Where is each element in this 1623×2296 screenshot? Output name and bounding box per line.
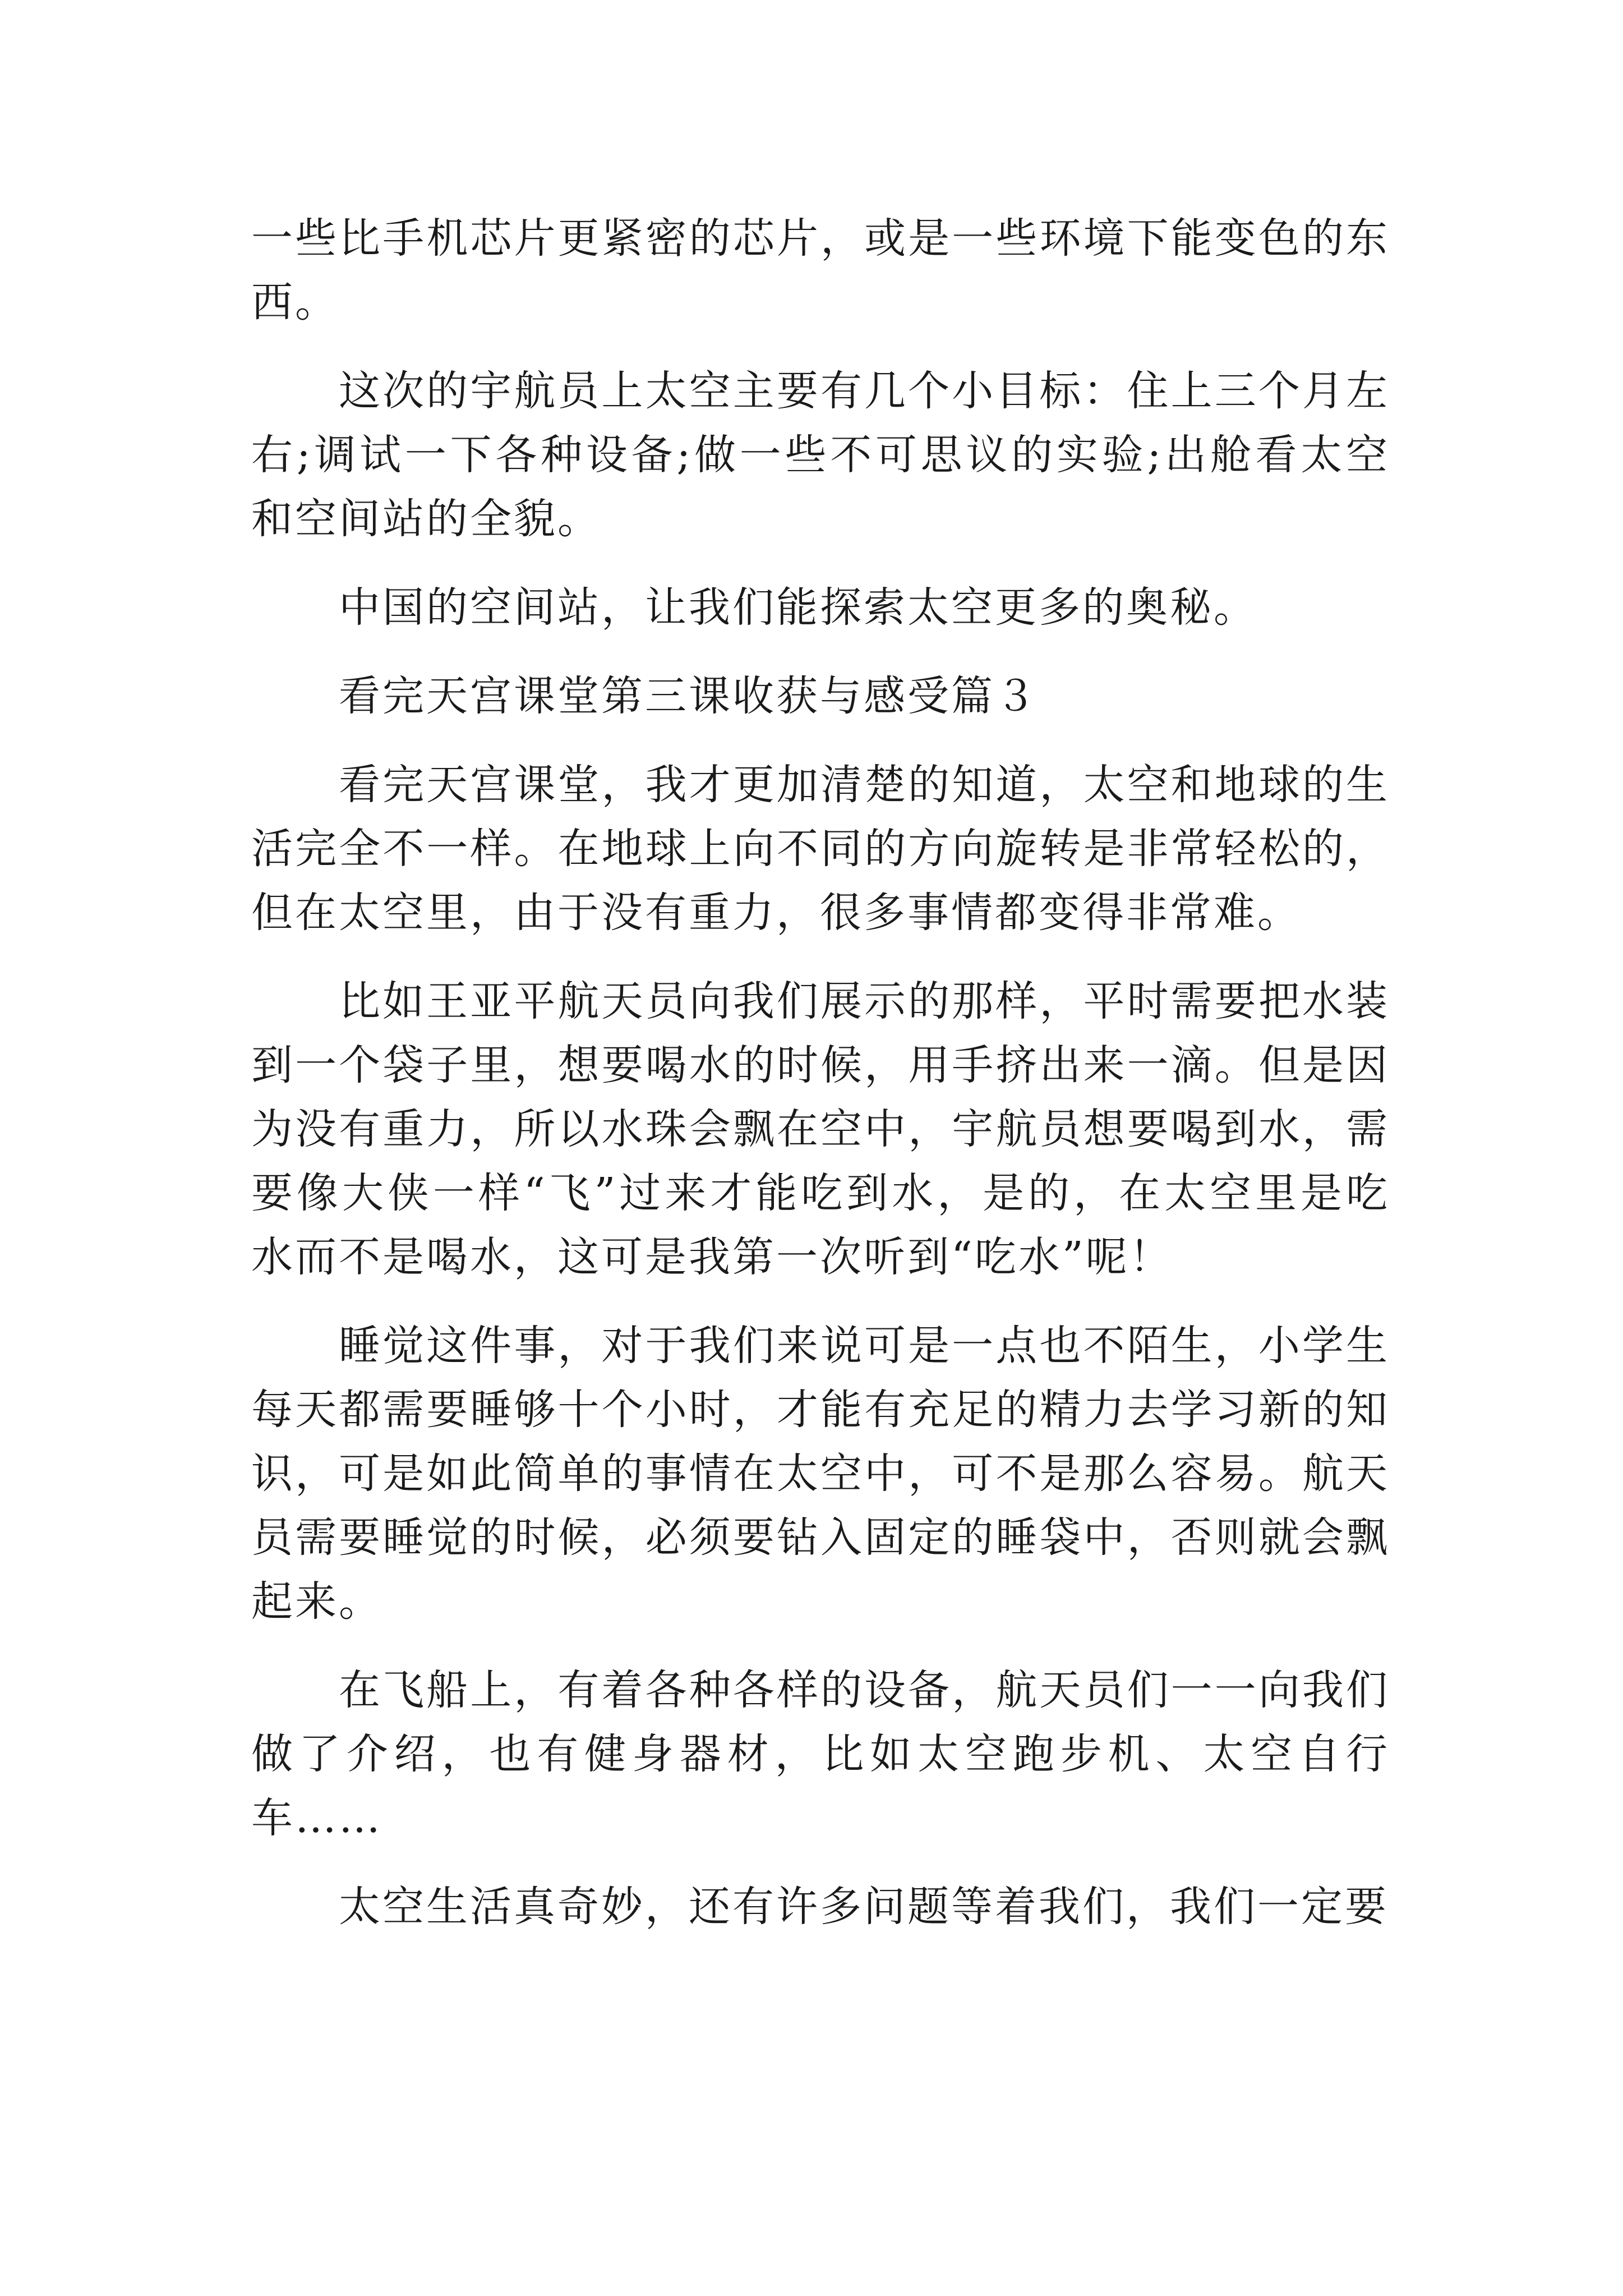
paragraph-equipment: 在飞船上，有着各种各样的设备，航天员们一一向我们做了介绍，也有健身器材，比如太空跑步机、太空自行车…… [251,1666,1390,1842]
paragraph-space-station: 中国的空间站，让我们能探索太空更多的奥秘。 [339,583,1257,632]
paragraph-goals: 这次的宇航员上太空主要有几个小目标：住上三个月左右;调试一下各种设备;做一些不可思议的实验;出舱看太空和空间站的全貌。 [251,367,1390,543]
section-heading: 看完天宫课堂第三课收获与感受篇３ [339,672,1039,720]
document-body [251,206,1390,1939]
paragraph-sleeping: 睡觉这件事，对于我们来说可是一点也不陌生，小学生每天都需要睡够十个小时，才能有充足的精力去学习新的知识，可是如此简单的事情在太空中，可不是那么容易。航天员需要睡觉的时候，必须要钻入固定的睡袋中，否则就会飘起来。 [251,1322,1390,1626]
paragraph-continuation: 一些比手机芯片更紧密的芯片，或是一些环境下能变色的东西。 [251,214,1390,326]
paragraph-drinking-water: 比如王亚平航天员向我们展示的那样，平时需要把水装到一个袋子里，想要喝水的时候，用手挤出来一滴。但是因为没有重力，所以水珠会飘在空中，宇航员想要喝到水，需要像大侠一样“飞”过来才能吃到水，是的，在太空里是吃水而不是喝水，这可是我第一次听到“吃水”呢！ [251,977,1390,1281]
paragraph-conclusion: 太空生活真奇妙，还有许多问题等着我们，我们一定要 [339,1883,1389,1931]
paragraph-space-vs-earth: 看完天宫课堂，我才更加清楚的知道，太空和地球的生活完全不一样。在地球上向不同的方向旋转是非常轻松的，但在太空里，由于没有重力，很多事情都变得非常难。 [251,761,1390,937]
